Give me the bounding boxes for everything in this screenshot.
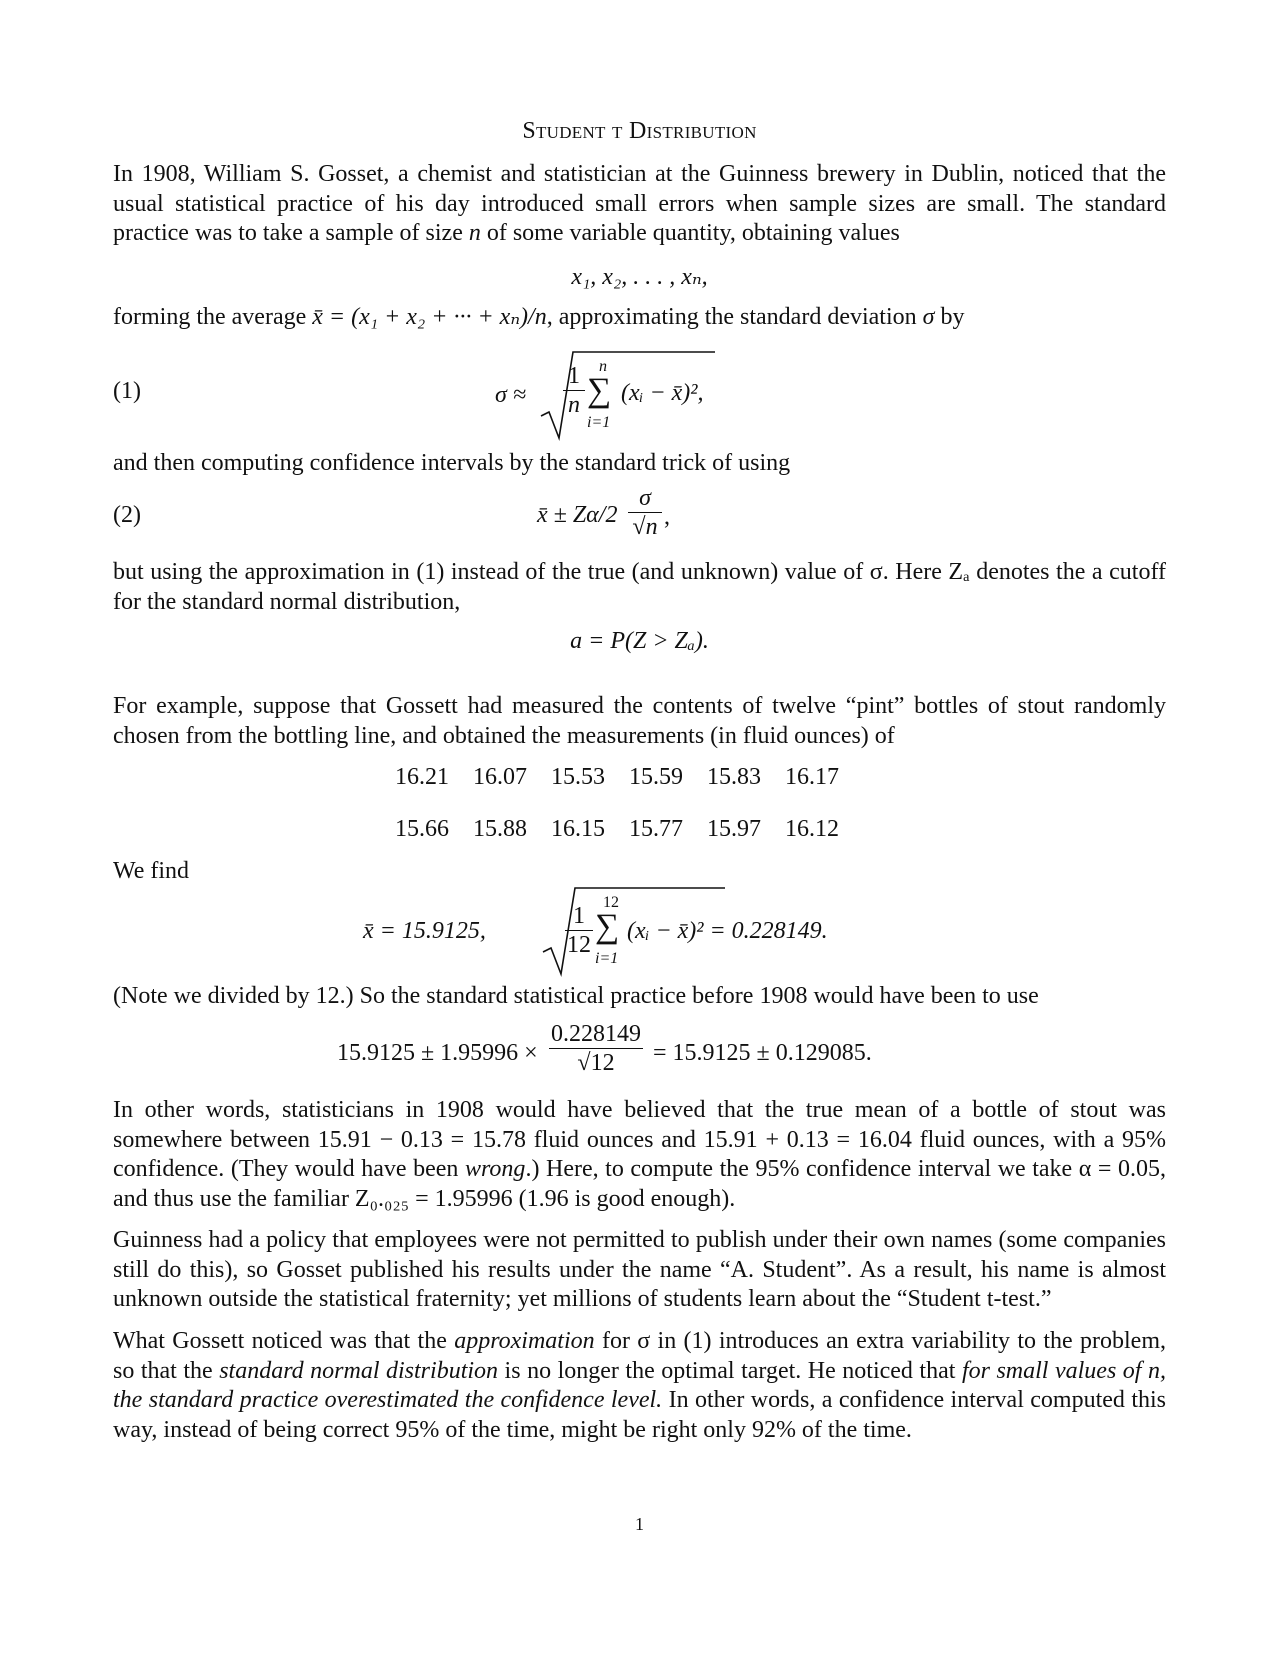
interval-fraction: $\frac{0.228149}{√12}$ <box>551 1021 641 1076</box>
paragraph-we-find: We find <box>113 858 190 884</box>
measurement: 15.66 <box>395 816 449 842</box>
sum-symbol-2: ∑ <box>595 908 620 945</box>
paragraph-note: (Note we divided by 12.) So the standard statistical practice before 1908 would have been to use <box>113 983 1039 1009</box>
equation-2-fraction: $\frac{\sigma}{√n}$ <box>628 484 662 541</box>
measurement: 16.12 <box>785 816 839 842</box>
paragraph-guinness: Guinness had a policy that employees were not permitted to publish under their own names (some companies still do this), so Gosset published his results under the name “A. Student”. As a result, his name is almost unknown outside the statistical fraternity; yet millions of students learn about the “Student t-test.” <box>113 1227 1166 1312</box>
equation-1-lhs: σ ≈ <box>495 382 527 408</box>
interval-lhs: 15.9125 ± 1.95996 × <box>337 1040 538 1066</box>
paragraph-average: forming the average x̄ = (x₁ + x₂ + ··· + xₙ)/n, approximating the standard deviation σ by <box>113 304 965 330</box>
sum-lower-2: i=1 <box>595 950 619 967</box>
measurement: 16.21 <box>395 764 449 790</box>
values-list: x₁, x₂, . . . , xₙ, <box>571 264 708 290</box>
sd-result: (xᵢ − x̄)² = 0.228149. <box>627 918 828 944</box>
equation-2-tail: , <box>664 504 670 530</box>
page-number: 1 <box>635 1514 644 1534</box>
measurements-row-2 <box>383 816 863 843</box>
measurement: 16.07 <box>473 764 527 790</box>
measurement: 16.15 <box>551 816 605 842</box>
measurements-row-1 <box>383 764 863 791</box>
equation-1-body: (xᵢ − x̄)², <box>621 380 704 406</box>
interval-rhs: = 15.9125 ± 0.129085. <box>653 1040 872 1066</box>
measurement: 15.77 <box>629 816 683 842</box>
measurement: 15.59 <box>629 764 683 790</box>
sum-upper-2: 12 <box>603 894 619 911</box>
paragraph-approximation: but using the approximation in (1) instead of the true (and unknown) value of σ. Here Zₐ denotes the a cutoff for the standard normal distribution, <box>113 559 1166 615</box>
measurement: 15.97 <box>707 816 761 842</box>
equation-1-label: (1) <box>113 378 141 404</box>
paragraph-example: For example, suppose that Gossett had measured the contents of twelve “pint” bottles of stout randomly chosen from the bottling line, and obtained the measurements (in fluid ounces) of <box>113 693 1166 749</box>
measurement: 15.53 <box>551 764 605 790</box>
paragraph-interpretation: In other words, statisticians in 1908 would have believed that the true mean of a bottle of stout was somewhere between 15.91 − 0.13 = 15.78 fluid ounces and 15.91 + 0.13 = 16.04 fluid ounces, with a 95% confidence. (They would have been wrong.) Here, to compute the 95% confidence interval we take α = 0.05, and thus use the familiar Z₀.₀₂₅ = 1.95996 (1.96 is good enough). <box>113 1097 1166 1212</box>
equation-results-fraction: $\frac{1}{12}$ <box>567 903 591 958</box>
equation-2-label: (2) <box>113 502 141 528</box>
measurement: 15.83 <box>707 764 761 790</box>
page-title: Student t Distribution <box>522 118 757 144</box>
equation-2-lhs: x̄ ± Zα/2 <box>537 502 618 528</box>
measurement: 16.17 <box>785 764 839 790</box>
sum-lower-1: i=1 <box>587 414 611 431</box>
equation-cutoff: a = P(Z > Zₐ). <box>570 628 709 654</box>
sum-symbol-1: ∑ <box>587 372 612 409</box>
equation-1-fraction: $\frac{1}{n}$ <box>563 362 585 419</box>
paragraph-gossett-insight: What Gossett noticed was that the approximation for σ in (1) introduces an extra variability to the problem, so that the standard normal distribution is no longer the optimal target. He noticed that for small values of n, the standard practice overestimated the confidence level. In other words, a confidence interval computed this way, instead of being correct 95% of the time, might be right only 92% of the time. <box>113 1328 1166 1443</box>
mean-result: x̄ = 15.9125, <box>363 918 486 944</box>
measurement: 15.88 <box>473 816 527 842</box>
sum-upper-1: n <box>599 358 607 375</box>
paragraph-intro: In 1908, William S. Gosset, a chemist and statistician at the Guinness brewery in Dublin, noticed that the usual statistical practice of his day introduced small errors when sample sizes are small. The standard practice was to take a sample of size n of some variable quantity, obtaining values <box>113 161 1166 246</box>
paragraph-confidence: and then computing confidence intervals by the standard trick of using <box>113 450 791 476</box>
